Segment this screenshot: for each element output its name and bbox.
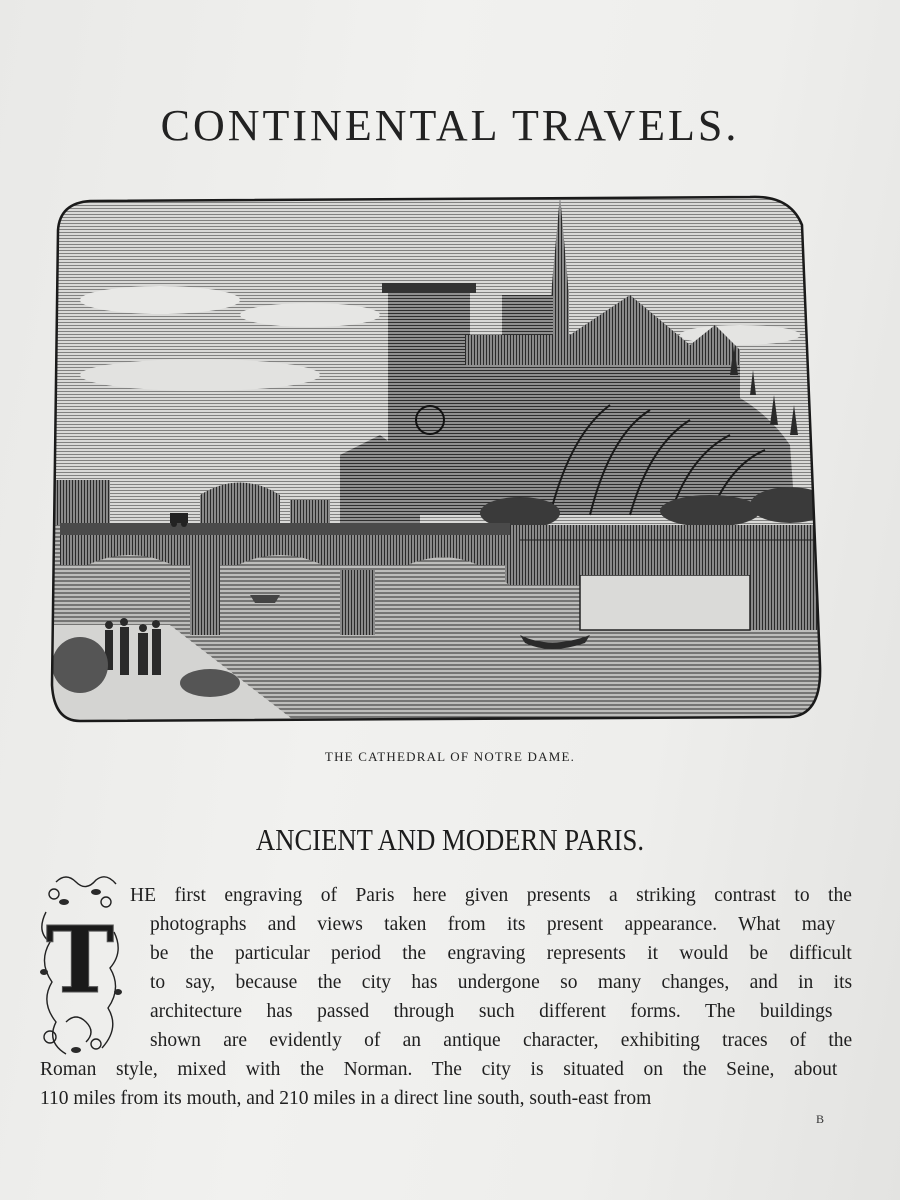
drop-cap-letter: T [45,906,115,1014]
engraving-notre-dame-illustration [50,195,822,725]
body-line: Roman style, mixed with the Norman. The city is situated on the Seine, about [40,1059,838,1080]
body-line: be the particular period the engraving represents it would be difficult [150,943,852,964]
running-title: CONTINENTAL TRAVELS. [160,101,740,150]
body-line: architecture has passed through such different forms. The buildings [150,1001,833,1022]
body-line: photographs and views taken from its present appearance. What may [150,914,836,935]
body-line: to say, because the city has undergone so many changes, and in its [150,972,853,993]
body-line: 110 miles from its mouth, and 210 miles in a direct line south, south-east from [40,1088,652,1109]
body-line: shown are evidently of an antique character, exhibiting traces of the [150,1030,853,1051]
body-line: HE first engraving of Paris here given presents a striking contrast to the [130,885,852,906]
signature-mark: B [816,1112,825,1126]
section-heading: ANCIENT AND MODERN PARIS. [255,822,645,857]
illustration-caption: THE CATHEDRAL OF NOTRE DAME. [324,749,576,764]
ornamental-drop-cap-t-icon [36,872,124,1060]
